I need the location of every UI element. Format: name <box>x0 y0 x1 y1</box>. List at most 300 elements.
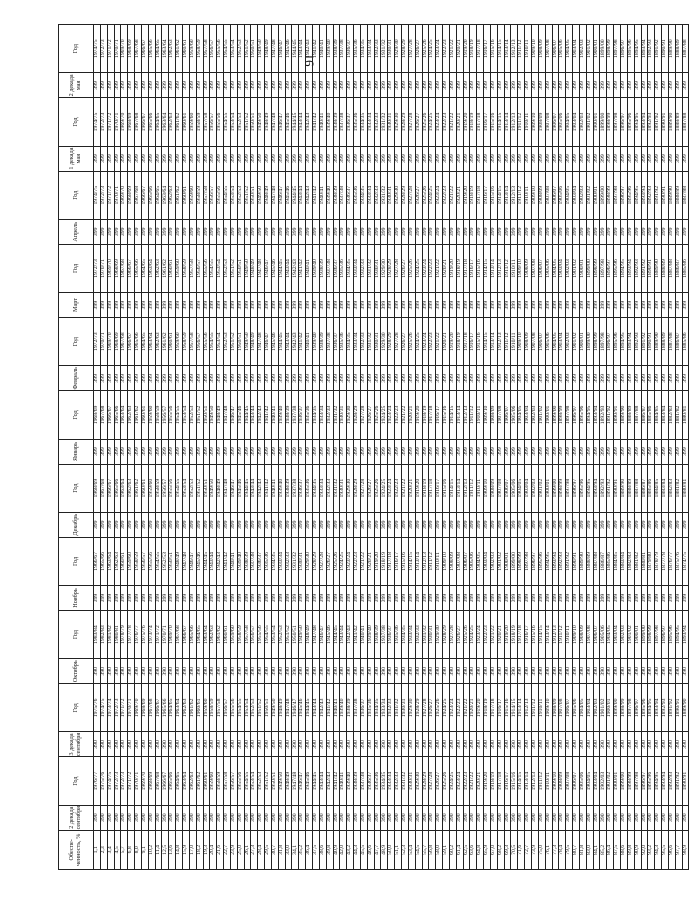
table-cell: 399 <box>484 73 491 98</box>
table-cell: 399 <box>271 219 278 244</box>
table-cell: 399 <box>121 512 128 537</box>
table-cell: 399 <box>381 586 388 611</box>
table-cell: 399 <box>244 146 251 171</box>
table-cell: 1924/25 <box>429 98 436 146</box>
table-cell: 399 <box>559 439 566 464</box>
table-cell: 399 <box>141 512 148 537</box>
table-cell: 1882/83 <box>627 537 634 585</box>
table-cell: 399 <box>333 293 340 318</box>
table-cell: 1905/06 <box>600 611 607 659</box>
table-cell: 1890/91 <box>662 25 669 73</box>
table-cell: 1903/04 <box>573 98 580 146</box>
table-cell: 1975/76 <box>141 611 148 659</box>
table-cell: 1954/55 <box>244 757 251 805</box>
table-cell: 399 <box>662 366 669 391</box>
table-cell: 1906/07 <box>566 684 573 732</box>
table-cell: 1943/44 <box>299 171 306 219</box>
table-cell: 1970/71 <box>128 684 135 732</box>
table-cell: 1939/40 <box>326 171 333 219</box>
table-cell: 1917/18 <box>429 391 436 439</box>
table-cell: 1891/92 <box>655 98 662 146</box>
table-cell: 1907/08 <box>545 25 552 73</box>
table-cell: 22,7 <box>224 830 231 869</box>
table-cell: 1954/55 <box>224 25 231 73</box>
table-cell: 1893/94 <box>552 537 559 585</box>
table-cell: 399 <box>422 366 429 391</box>
table-cell: 37,5 <box>313 830 320 869</box>
table-cell: 1977/78 <box>128 611 135 659</box>
table-cell: 399 <box>415 512 422 537</box>
table-cell: 1916/17 <box>470 244 477 292</box>
table-cell: 1927/28 <box>395 318 402 366</box>
table-cell: 1959/60 <box>189 98 196 146</box>
table-cell: 1938/39 <box>319 244 326 292</box>
table-cell: 390 <box>662 732 669 757</box>
table-cell: 399 <box>292 293 299 318</box>
table-cell: 1901/02 <box>627 611 634 659</box>
table-cell: 1953/54 <box>251 757 258 805</box>
table-cell: 1925/26 <box>443 757 450 805</box>
table-cell: 399 <box>340 146 347 171</box>
table-cell: 1904/05 <box>566 25 573 73</box>
table-cell: 399 <box>196 512 203 537</box>
table-cell: 1911/12 <box>470 391 477 439</box>
table-cell: 399 <box>360 73 367 98</box>
table-cell: 399 <box>579 586 586 611</box>
table-cell: 96,6 <box>668 830 675 869</box>
table-cell: 1931/32 <box>333 391 340 439</box>
table-cell: 1906/07 <box>463 537 470 585</box>
table-cell: 1895/96 <box>579 391 586 439</box>
table-cell: 399 <box>641 366 648 391</box>
table-cell: 1902/03 <box>579 98 586 146</box>
table-cell: 399 <box>614 146 621 171</box>
table-cell: 399 <box>203 73 210 98</box>
table-cell: 399 <box>313 366 320 391</box>
table-cell: 399 <box>360 366 367 391</box>
table-cell: 1961/62 <box>162 318 169 366</box>
table-cell: 399 <box>627 219 634 244</box>
table-cell: 1920/21 <box>456 25 463 73</box>
table-cell: 1943/44 <box>299 98 306 146</box>
table-cell: 399 <box>579 146 586 171</box>
table-cell: 399 <box>470 512 477 537</box>
table-cell: 399 <box>141 293 148 318</box>
table-cell: 390 <box>203 659 210 684</box>
table-cell: 399 <box>429 73 436 98</box>
table-cell: 1909/10 <box>443 537 450 585</box>
table-cell: 1910/11 <box>538 684 545 732</box>
table-cell: 399 <box>107 293 114 318</box>
table-cell: 399 <box>593 439 600 464</box>
table-cell: 1913/14 <box>504 25 511 73</box>
table-cell: 390 <box>648 732 655 757</box>
table-cell: 390 <box>141 732 148 757</box>
table-cell: 399 <box>381 146 388 171</box>
table-cell: 98,9 <box>682 830 689 869</box>
table-cell: 390 <box>388 805 395 830</box>
table-cell: 1939/40 <box>237 537 244 585</box>
table-cell: 399 <box>258 293 265 318</box>
table-cell: 69,3 <box>504 830 511 869</box>
table-cell: 399 <box>648 439 655 464</box>
table-cell: 1917/18 <box>518 611 525 659</box>
table-cell: 1891/92 <box>607 391 614 439</box>
table-cell: 399 <box>237 146 244 171</box>
table-cell: 399 <box>586 73 593 98</box>
table-cell: 1947/48 <box>258 318 265 366</box>
table-cell: 399 <box>100 512 107 537</box>
table-cell: 399 <box>374 293 381 318</box>
table-cell: 399 <box>182 512 189 537</box>
table-cell: 1918/19 <box>511 611 518 659</box>
table-cell: 1947/48 <box>182 537 189 585</box>
table-cell: 1963/64 <box>148 244 155 292</box>
table-cell: 1942/43 <box>347 611 354 659</box>
table-cell: 1966/67 <box>107 391 114 439</box>
table-cell: 1904/05 <box>477 537 484 585</box>
table-cell: 1893/94 <box>655 684 662 732</box>
table-cell: 399 <box>566 586 573 611</box>
table-cell: 399 <box>484 293 491 318</box>
table-cell: 1932/33 <box>326 464 333 512</box>
table-cell: 1954/55 <box>176 464 183 512</box>
table-cell: 390 <box>518 659 525 684</box>
table-cell: 1951/52 <box>230 318 237 366</box>
table-cell: 1912/13 <box>525 684 532 732</box>
column-header: Апрель <box>59 219 94 244</box>
table-cell: 1909/10 <box>545 684 552 732</box>
table-cell: 399 <box>525 439 532 464</box>
table-cell: 1938/39 <box>319 318 326 366</box>
table-cell: 399 <box>224 146 231 171</box>
table-cell: 390 <box>217 659 224 684</box>
table-cell: 1923/24 <box>456 757 463 805</box>
table-cell: 399 <box>114 219 121 244</box>
column-header: 2 декада мая <box>59 73 94 98</box>
table-cell: 1879/80 <box>648 537 655 585</box>
table-cell: 1974/75 <box>94 171 101 219</box>
table-cell: 399 <box>607 512 614 537</box>
table-cell: 33,0 <box>285 830 292 869</box>
table-cell: 399 <box>203 219 210 244</box>
table-cell: 390 <box>627 805 634 830</box>
table-row <box>504 25 511 870</box>
table-cell: 1929/30 <box>347 464 354 512</box>
table-cell: 1922/23 <box>443 171 450 219</box>
table-cell: 1949/50 <box>210 391 217 439</box>
table-cell: 399 <box>354 219 361 244</box>
table-cell: 1897/98 <box>655 611 662 659</box>
table-cell: 399 <box>579 73 586 98</box>
table-cell: 399 <box>196 439 203 464</box>
table-cell: 1893/94 <box>641 171 648 219</box>
column-header: Год <box>59 171 94 219</box>
table-cell: 1930/31 <box>388 98 395 146</box>
table-cell: 399 <box>100 366 107 391</box>
table-cell: 1906/07 <box>504 391 511 439</box>
table-cell: 390 <box>237 732 244 757</box>
table-cell: 1901/02 <box>586 98 593 146</box>
table-cell: 390 <box>258 659 265 684</box>
table-cell: 1931/32 <box>292 537 299 585</box>
table-cell: 1911/12 <box>538 757 545 805</box>
table-cell: 399 <box>593 146 600 171</box>
table-cell: 1922/23 <box>429 318 436 366</box>
table-cell: 399 <box>121 73 128 98</box>
table-cell: 399 <box>196 366 203 391</box>
table-cell: 399 <box>497 366 504 391</box>
table-cell: 399 <box>114 586 121 611</box>
table-cell: 1945/46 <box>237 391 244 439</box>
table-cell: 1944/45 <box>292 171 299 219</box>
table-cell: 399 <box>285 73 292 98</box>
table-cell: 399 <box>196 586 203 611</box>
table-cell: 399 <box>545 73 552 98</box>
table-cell: 399 <box>360 439 367 464</box>
table-cell: 1881/82 <box>675 391 682 439</box>
table-cell: 399 <box>299 146 306 171</box>
table-cell: 1969/70 <box>107 244 114 292</box>
table-cell: 1942/43 <box>217 537 224 585</box>
table-cell: 1894/95 <box>634 98 641 146</box>
table-cell: 1881/82 <box>634 537 641 585</box>
table-cell: 1969/70 <box>121 98 128 146</box>
table-cell: 1911/12 <box>532 684 539 732</box>
table-cell: 399 <box>607 293 614 318</box>
table-cell: 399 <box>347 366 354 391</box>
table-cell: 1952/53 <box>251 684 258 732</box>
table-cell: 2,3 <box>100 830 107 869</box>
table-cell: 1935/36 <box>395 611 402 659</box>
table-cell: 390 <box>538 805 545 830</box>
table-cell: 1964/65 <box>169 684 176 732</box>
table-cell: 390 <box>422 659 429 684</box>
table-cell: 390 <box>319 805 326 830</box>
table-cell: 399 <box>662 146 669 171</box>
table-cell: 1953/54 <box>182 391 189 439</box>
table-cell: 390 <box>449 659 456 684</box>
table-cell: 38,6 <box>319 830 326 869</box>
table-cell: 1899/00 <box>586 244 593 292</box>
table-cell: 1928/29 <box>401 25 408 73</box>
table-row <box>285 25 292 870</box>
table-cell: 390 <box>326 732 333 757</box>
table-cell: 399 <box>210 439 217 464</box>
table-cell: 1898/99 <box>518 537 525 585</box>
table-cell: 1924/25 <box>443 684 450 732</box>
table-cell: 1908/09 <box>559 757 566 805</box>
table-cell: 1961/62 <box>196 757 203 805</box>
table-cell: 1964/65 <box>176 757 183 805</box>
table-cell: 1950/51 <box>251 171 258 219</box>
table-cell: 399 <box>579 512 586 537</box>
table-cell: 1928/29 <box>354 464 361 512</box>
table-cell: 399 <box>443 293 450 318</box>
table-cell: 399 <box>401 512 408 537</box>
table-cell: 390 <box>429 732 436 757</box>
table-cell: 1903/04 <box>559 318 566 366</box>
table-cell: 399 <box>586 366 593 391</box>
table-cell: 1896/97 <box>607 244 614 292</box>
table-cell: 390 <box>313 732 320 757</box>
table-cell: 390 <box>648 659 655 684</box>
table-cell: 1928/29 <box>401 171 408 219</box>
table-cell: 1916/17 <box>484 25 491 73</box>
table-cell: 399 <box>354 146 361 171</box>
table-cell: 1958/59 <box>135 537 142 585</box>
table-cell: 1926/27 <box>429 684 436 732</box>
table-cell: 1970/71 <box>162 611 169 659</box>
table-cell: 390 <box>210 805 217 830</box>
table-cell: 1946/47 <box>278 98 285 146</box>
table-cell: 1926/27 <box>436 757 443 805</box>
table-cell: 64,8 <box>477 830 484 869</box>
table-cell: 399 <box>641 293 648 318</box>
table-cell: 1909/10 <box>532 171 539 219</box>
table-cell: 390 <box>203 732 210 757</box>
table-cell: 1905/06 <box>559 98 566 146</box>
table-cell: 390 <box>374 732 381 757</box>
table-cell: 399 <box>566 293 573 318</box>
table-cell: 399 <box>545 512 552 537</box>
table-cell: 1972/73 <box>100 25 107 73</box>
table-cell: 1935/36 <box>367 684 374 732</box>
table-cell: 390 <box>401 659 408 684</box>
table-cell: 399 <box>148 586 155 611</box>
table-cell: 1973/74 <box>107 684 114 732</box>
table-cell: 1910/11 <box>511 244 518 292</box>
table-cell: 399 <box>504 586 511 611</box>
table-cell: 1937/38 <box>340 25 347 73</box>
table-cell: 399 <box>449 219 456 244</box>
table-cell: 1926/27 <box>401 318 408 366</box>
table-cell: 399 <box>319 586 326 611</box>
table-cell: 1913/14 <box>456 464 463 512</box>
table-cell: 399 <box>340 586 347 611</box>
table-cell: 399 <box>347 512 354 537</box>
table-cell: 1930/31 <box>374 318 381 366</box>
table-cell: 399 <box>217 293 224 318</box>
table-cell: 1886/87 <box>600 537 607 585</box>
table-cell: 1953/54 <box>271 611 278 659</box>
table-cell: 1925/26 <box>422 98 429 146</box>
table-cell: 1901/02 <box>607 757 614 805</box>
table-cell: 399 <box>532 439 539 464</box>
table-cell: 1962/63 <box>189 757 196 805</box>
table-cell: 390 <box>265 732 272 757</box>
table-cell: 399 <box>148 73 155 98</box>
table-cell: 399 <box>135 512 142 537</box>
table-cell: 12,5 <box>162 830 169 869</box>
table-cell: 399 <box>600 512 607 537</box>
table-cell: 1950/51 <box>265 684 272 732</box>
table-cell: 399 <box>463 293 470 318</box>
table-cell: 1966/67 <box>141 171 148 219</box>
table-cell: 399 <box>415 439 422 464</box>
table-cell: 390 <box>395 732 402 757</box>
table-cell: 1945/46 <box>285 171 292 219</box>
table-cell: 390 <box>155 732 162 757</box>
table-cell: 1959/60 <box>230 611 237 659</box>
table-cell: 399 <box>388 73 395 98</box>
table-cell: 1909/10 <box>532 25 539 73</box>
table-cell: 390 <box>579 805 586 830</box>
table-cell: 1897/98 <box>627 684 634 732</box>
table-cell: 1942/43 <box>326 757 333 805</box>
column-header: Год <box>59 684 94 732</box>
table-cell: 399 <box>648 512 655 537</box>
table-cell: 48,9 <box>381 830 388 869</box>
table-cell: 1911/12 <box>518 171 525 219</box>
table-cell: 1947/48 <box>271 171 278 219</box>
table-cell: 1948/49 <box>265 171 272 219</box>
table-cell: 399 <box>682 73 689 98</box>
table-cell: 1965/66 <box>148 171 155 219</box>
table-cell: 399 <box>511 219 518 244</box>
table-cell: 1919/20 <box>415 391 422 439</box>
table-cell: 390 <box>230 659 237 684</box>
table-cell: 1921/22 <box>436 318 443 366</box>
table-cell: 390 <box>210 659 217 684</box>
table-cell: 399 <box>566 366 573 391</box>
table-cell: 1925/26 <box>408 244 415 292</box>
table-cell: 390 <box>135 659 142 684</box>
table-cell: 1894/95 <box>648 684 655 732</box>
table-cell: 390 <box>374 659 381 684</box>
table-cell: 1923/24 <box>436 25 443 73</box>
table-cell: 1918/19 <box>456 318 463 366</box>
table-cell: 399 <box>189 512 196 537</box>
table-cell: 1958/59 <box>155 464 162 512</box>
table-cell: 1915/16 <box>443 464 450 512</box>
table-cell: 1945/46 <box>285 25 292 73</box>
table-cell: 399 <box>148 366 155 391</box>
table-cell: 399 <box>381 73 388 98</box>
table-cell: 1954/55 <box>210 318 217 366</box>
table-cell: 1931/32 <box>422 611 429 659</box>
table-cell: 399 <box>155 293 162 318</box>
table-cell: 399 <box>107 439 114 464</box>
table-cell: 390 <box>148 732 155 757</box>
table-header-row <box>59 25 94 870</box>
table-cell: 1959/60 <box>189 171 196 219</box>
table-cell: 390 <box>600 805 607 830</box>
table-cell: 399 <box>682 293 689 318</box>
table-cell: 399 <box>333 146 340 171</box>
table-cell: 399 <box>360 512 367 537</box>
table-cell: 1957/58 <box>217 684 224 732</box>
table-cell: 1895/96 <box>627 171 634 219</box>
table-cell: 1906/07 <box>573 757 580 805</box>
table-cell: 1899/00 <box>641 611 648 659</box>
table-cell: 390 <box>552 805 559 830</box>
table-cell: 1909/10 <box>484 391 491 439</box>
table-cell: 390 <box>313 805 320 830</box>
table-cell: 399 <box>620 366 627 391</box>
table-cell: 399 <box>210 366 217 391</box>
table-cell: 1962/63 <box>169 171 176 219</box>
table-cell: 399 <box>456 366 463 391</box>
table-cell: 1895/96 <box>538 537 545 585</box>
table-cell: 1953/54 <box>230 98 237 146</box>
table-cell: 399 <box>401 439 408 464</box>
table-cell: 1898/99 <box>627 757 634 805</box>
table-cell: 1942/43 <box>292 318 299 366</box>
table-cell: 399 <box>449 586 456 611</box>
table-cell: 1972/73 <box>100 98 107 146</box>
table-cell: 1931/32 <box>381 171 388 219</box>
